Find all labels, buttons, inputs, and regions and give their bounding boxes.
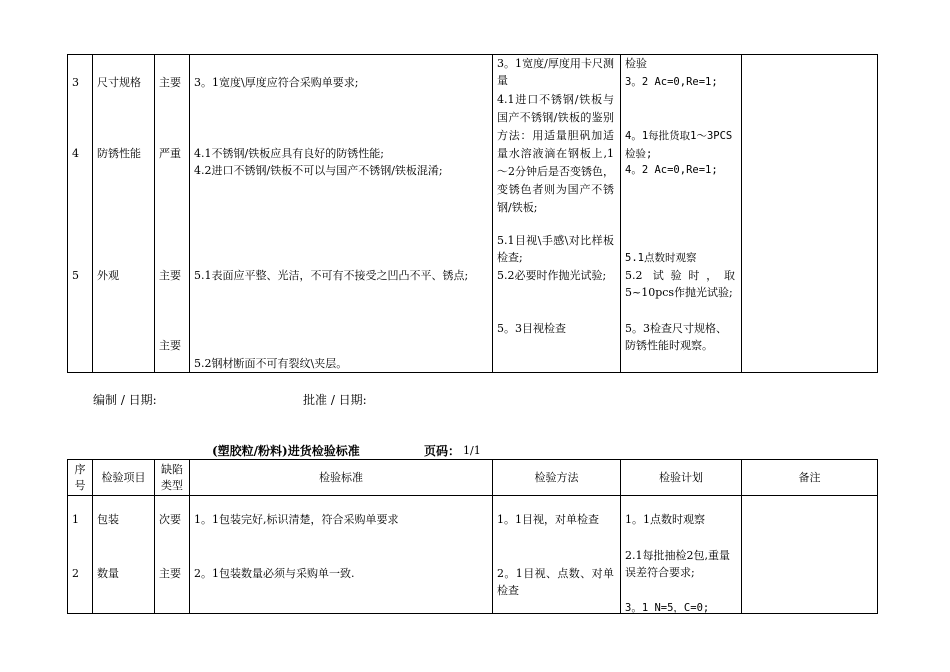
header-remark: 备注: [742, 460, 878, 496]
seq-column: [68, 496, 93, 614]
method-text: 2。1目视、点数、对单检查: [497, 567, 614, 597]
row-severity: 严重: [159, 147, 181, 160]
standard-text: 5.1表面应平整、光洁，不可有不接受之凹凸不平、锈点;: [194, 269, 469, 282]
plan-text: 5。3检查尺寸规格、防锈性能时观察。: [625, 322, 727, 352]
row-item: 尺寸规格: [97, 76, 141, 89]
severity-column: [155, 496, 190, 614]
plan-text: 4。2 Ac=0,Re=1;: [625, 164, 718, 176]
header-method: 检验方法: [493, 460, 621, 496]
method-text: 5。3目视检查: [497, 322, 566, 335]
plan-text: 检验: [625, 57, 647, 70]
standard-column: [190, 55, 493, 373]
plan-text: 3。2 Ac=0,Re=1;: [625, 76, 718, 88]
top-inspection-table: [67, 54, 878, 373]
seq-column: [68, 55, 93, 373]
row-item: 包装: [97, 513, 119, 526]
item-column: [93, 55, 155, 373]
document-title: (塑胶粒/粉料)进货检验标准: [212, 444, 360, 458]
plan-text: 4。1每批货取1～3PCS检验;: [625, 130, 733, 160]
standard-text: 1。1包装完好,标识清楚，符合采购单要求: [194, 513, 399, 526]
row-no: 1: [72, 513, 79, 526]
remark-column: [742, 55, 878, 373]
plan-text: 5.1点数时观察: [625, 252, 697, 264]
approved-by-label: 批准 / 日期:: [303, 393, 367, 407]
row-no: 5: [72, 269, 79, 282]
standard-text: 4.2进口不锈钢/铁板不可以与国产不锈钢/铁板混淆;: [194, 164, 443, 177]
row-severity: 次要: [159, 513, 181, 526]
method-column: [493, 496, 621, 614]
plan-text: 1。1点数时观察: [625, 513, 705, 526]
row-item: 防锈性能: [97, 147, 141, 160]
header-item: 检验项目: [93, 460, 155, 496]
standard-column: [190, 496, 493, 614]
row-severity: 主要: [159, 339, 181, 352]
method-column: [493, 55, 621, 373]
standard-text: 3。1宽度\厚度应符合采购单要求;: [194, 76, 359, 89]
method-text: 3。1宽度/厚度用卡尺测量: [497, 57, 614, 87]
row-severity: 主要: [159, 76, 181, 89]
method-text: 1。1目视，对单检查: [497, 513, 599, 526]
table-row: [68, 496, 878, 614]
table-row: [68, 55, 878, 373]
plan-column: [621, 55, 742, 373]
table-header-row: [68, 460, 878, 496]
plan-text: 2.1每批抽检2包,重量误差符合要求;: [625, 549, 730, 579]
row-severity: 主要: [159, 269, 181, 282]
plan-text: 5.2 试验时，取5~10pcs作抛光试验;: [625, 269, 735, 299]
page-number-value: 1/1: [463, 444, 481, 457]
plan-text: 3。1 N=5，C=0;: [625, 602, 710, 614]
severity-column: [155, 55, 190, 373]
page-number-label: 页码：: [424, 444, 461, 458]
row-no: 2: [72, 567, 79, 580]
row-severity: 主要: [159, 567, 181, 580]
header-standard: 检验标准: [190, 460, 493, 496]
row-no: 3: [72, 76, 79, 89]
header-severity: 缺陷类型: [155, 460, 190, 496]
standard-text: 2。1包装数量必须与采购单一致.: [194, 567, 355, 580]
header-seq: 序号: [68, 460, 93, 496]
row-item: 数量: [97, 567, 119, 580]
method-text: 5.2必要时作抛光试验;: [497, 269, 607, 282]
method-text: 5.1目视\手感\对比样板检查;: [497, 234, 614, 264]
method-text: 4.1进口不锈钢/铁板与国产不锈钢/铁板的鉴别方法：用适量胆矾加适量水溶液滴在钢板上,1～2分钟后是否变锈色，变锈色者则为国产不锈钢/铁板;: [497, 93, 614, 214]
bottom-inspection-table: [67, 459, 878, 614]
header-plan: 检验计划: [621, 460, 742, 496]
row-no: 4: [72, 147, 79, 160]
prepared-by-label: 编制 / 日期:: [93, 393, 157, 407]
standard-text: 4.1不锈钢/铁板应具有良好的防锈性能;: [194, 147, 384, 160]
row-item: 外观: [97, 269, 119, 282]
standard-text: 5.2钢材断面不可有裂纹\夹层。: [194, 357, 348, 370]
item-column: [93, 496, 155, 614]
plan-column: [621, 496, 742, 614]
remark-column: [742, 496, 878, 614]
